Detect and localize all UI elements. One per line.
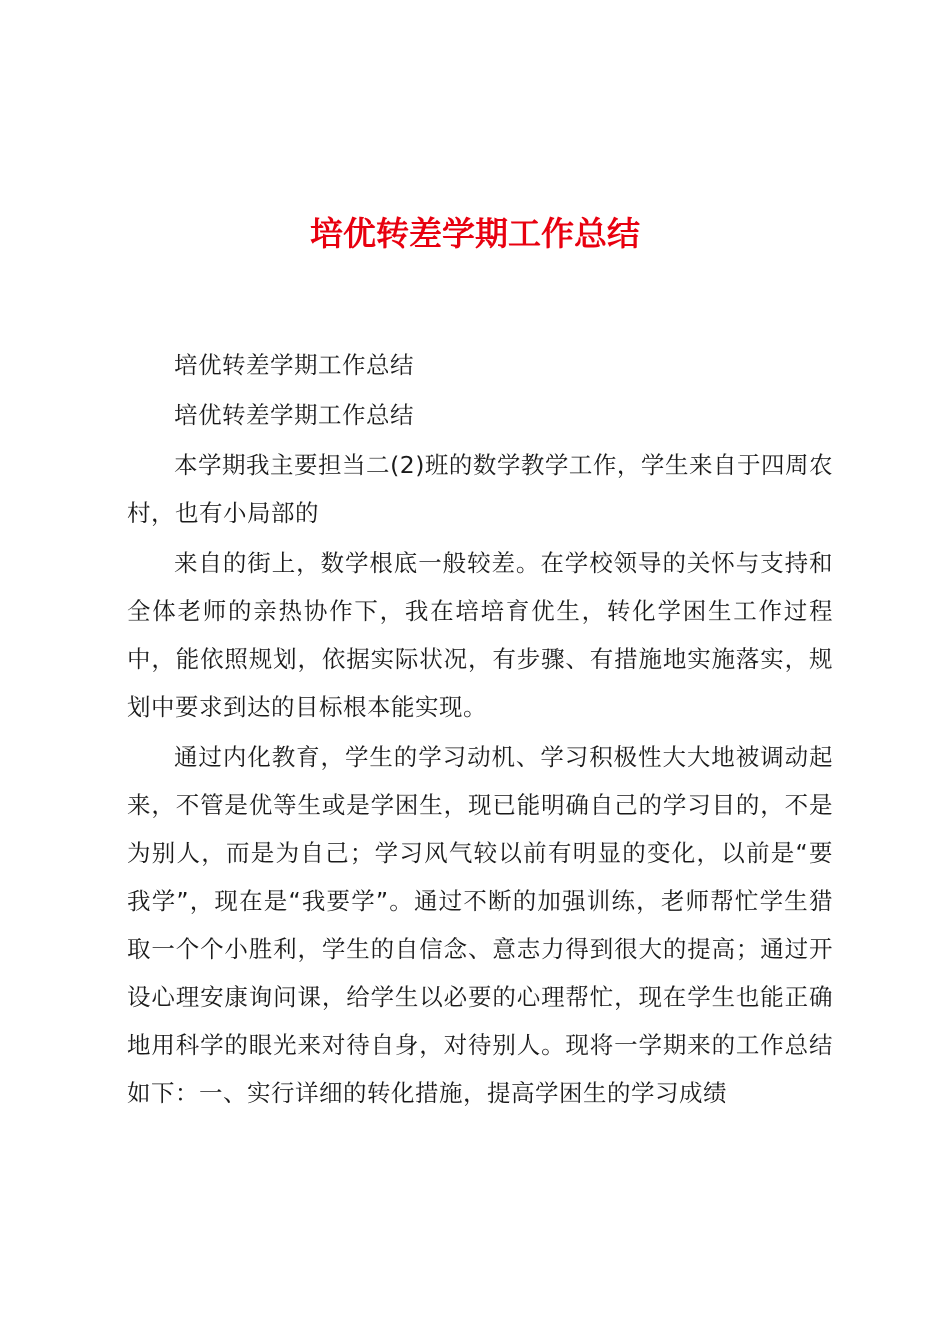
document-body [127, 341, 833, 1119]
paragraph: 培优转差学期工作总结 [174, 401, 414, 429]
paragraph: 本学期我主要担当二(2)班的数学教学工作，学生来自于四周农村，也有小局部的 [127, 451, 833, 527]
paragraph: 培优转差学期工作总结 [174, 351, 414, 379]
paragraph: 来自的街上，数学根底一般较差。在学校领导的关怀与支持和全体老师的亲热协作下，我在培培育优生，转化学困生工作过程中，能依照规划，依据实际状况，有步骤、有措施地实施落实，规划中要求到达的目标根本能实现。 [127, 549, 833, 721]
paragraph: 通过内化教育，学生的学习动机、学习积极性大大地被调动起来，不管是优等生或是学困生，现已能明确自己的学习目的，不是为别人，而是为自己；学习风气较以前有明显的变化，以前是“要我学”，现在是“我要学”。通过不断的加强训练，老师帮忙学生猎取一个个小胜利，学生的自信念、意志力得到很大的提高；通过开设心理安康询问课，给学生以必要的心理帮忙，现在学生也能正确地用科学的眼光来对待自身，对待别人。现将一学期来的工作总结如下：一、实行详细的转化措施，提高学困生的学习成绩 [127, 743, 833, 1107]
document-title: 培优转差学期工作总结 [310, 214, 640, 253]
